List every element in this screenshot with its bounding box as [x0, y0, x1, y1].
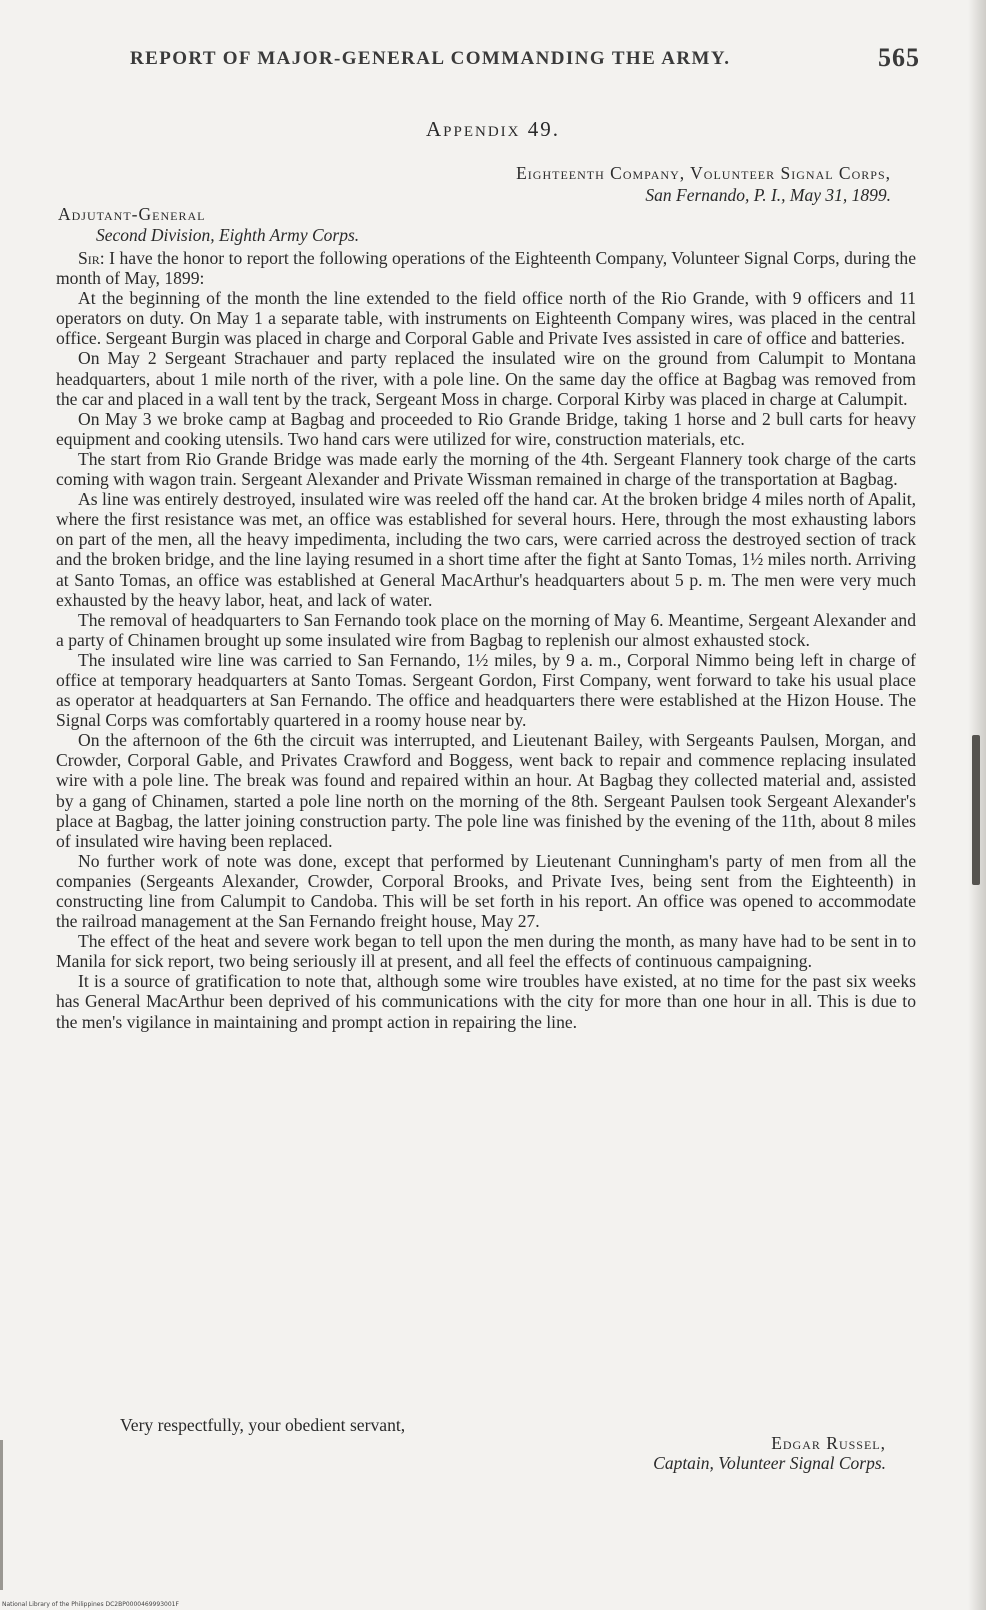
running-header: [130, 43, 920, 72]
paragraph: No further work of note was done, except that performed by Lieutenant Cunningham's party of men from all the companies (Sergeants Alexander, Crowder, Corporal Brooks, and Private Ives, being sent from the Eighteenth) in constructing line from Calumpit to Candoba. This will be set forth in his report. An office was opened to accommodate the railroad management at the San Fernando freight house, May 27.: [56, 850, 916, 932]
letter-body: [56, 248, 916, 1032]
paragraph: As line was entirely destroyed, insulated wire was reeled off the hand car. At the broken bridge 4 miles north of Apalit, where the first resistance was met, an office was established for several hours. Here, through the most exhausting labors on part of the men, all the heavy impedimenta, including the two cars, were carried across the destroyed section of track and the broken bridge, and the line laying resumed in a short time after the fight at Santo Tomas, 1½ miles north. Arriving at Santo Tomas, an office was established at General MacArthur's headquarters about 5 p. m. The men were very much exhausted by the heavy labor, heat, and lack of water.: [56, 489, 916, 610]
paragraph: The effect of the heat and severe work began to tell upon the men during the month, as many have had to be sent in to Manila for sick report, two being seriously ill at present, and all feel the effects of continuous campaigning.: [56, 931, 916, 972]
sender-place-date: San Fernando, P. I., May 31, 1899.: [645, 185, 891, 205]
appendix-title: Appendix 49.: [425, 117, 560, 141]
paragraph: At the beginning of the month the line extended to the field office north of the Rio Grande, with 9 officers and 11 operators on duty. On May 1 a separate table, with instruments on Eighteenth Company wires, was placed in the central office. Sergeant Burgin was placed in charge and Corporal Gable and Private Ives assisted in care of office and batteries.: [56, 288, 916, 349]
closing-line: Very respectfully, your obedient servant,: [120, 1415, 406, 1435]
paragraph: The start from Rio Grande Bridge was made early the morning of the 4th. Sergeant Flannery took charge of the carts coming with wagon train. Sergeant Alexander and Private Wissman remained in charge of the transportation at Bagbag.: [56, 448, 916, 490]
paragraph: On May 2 Sergeant Strachauer and party replaced the insulated wire on the ground from Calumpit to Montana headquarters, about 1 mile north of the river, with a pole line. On the same day the office at Bagbag was removed from the car and placed in a wall tent by the track, Sergeant Moss in charge. Corporal Kirby was placed in charge at Calumpit.: [56, 348, 916, 409]
page-number: 565: [878, 43, 920, 72]
running-header-title: REPORT OF MAJOR-GENERAL COMMANDING THE ARMY.: [130, 48, 731, 69]
salutation: Sir:: [78, 248, 105, 268]
recipient-title: Adjutant-General: [58, 204, 206, 224]
paragraph-text: I have the honor to report the following operations of the Eighteenth Company, Volunteer Signal Corps, during the month of May, 1899:: [56, 248, 917, 289]
archive-stamp: National Library of the Philippines DC2BP0000469993001F: [2, 1601, 179, 1608]
signature-title: Captain, Volunteer Signal Corps.: [653, 1453, 886, 1473]
paragraph: On the afternoon of the 6th the circuit was interrupted, and Lieutenant Bailey, with Sergeants Paulsen, Morgan, and Crowder, Corporal Gable, and Privates Crawford and Boggess, went back to repair and commence replacing insulated wire with a pole line. The break was found and repaired within an hour. At Bagbag they collected material and, assisted by a gang of Chinamen, started a pole line north on the morning of the 8th. Sergeant Paulsen took Sergeant Alexander's place at Bagbag, the latter joining construction party. The pole line was finished by the evening of the 11th, about 8 miles of insulated wire having been replaced.: [56, 730, 916, 851]
left-edge-mark: [0, 1440, 3, 1590]
paragraph: The removal of headquarters to San Fernando took place on the morning of May 6. Meantime, Sergeant Alexander and a party of Chinamen brought up some insulated wire from Bagbag to replenish our almost exhausted stock.: [56, 609, 916, 650]
recipient-unit: Second Division, Eighth Army Corps.: [96, 225, 360, 245]
paragraph: On May 3 we broke camp at Bagbag and proceeded to Rio Grande Bridge, taking 1 horse and 2 bull carts for heavy equipment and cooking utensils. Two hand cars were utilized for wire, construction materials, etc.: [56, 408, 916, 449]
signature-name: Edgar Russel,: [771, 1433, 886, 1453]
paragraph: [56, 248, 916, 288]
sender-unit: Eighteenth Company, Volunteer Signal Corps,: [516, 163, 891, 183]
binding-mark: [972, 735, 980, 885]
paragraph: The insulated wire line was carried to San Fernando, 1½ miles, by 9 a. m., Corporal Nimmo being left in charge of office at temporary headquarters at Santo Tomas. Sergeant Gordon, First Company, went forward to take his usual place as operator at headquarters at San Fernando. The office and headquarters there were established at the Hizon House. The Signal Corps was comfortably quartered in a roomy house near by.: [56, 649, 916, 731]
paragraph: It is a source of gratification to note that, although some wire troubles have existed, at no time for the past six weeks has General MacArthur been deprived of his communications with the city for more than one hour in all. This is due to the men's vigilance in maintaining and prompt action in repairing the line.: [56, 971, 916, 1032]
